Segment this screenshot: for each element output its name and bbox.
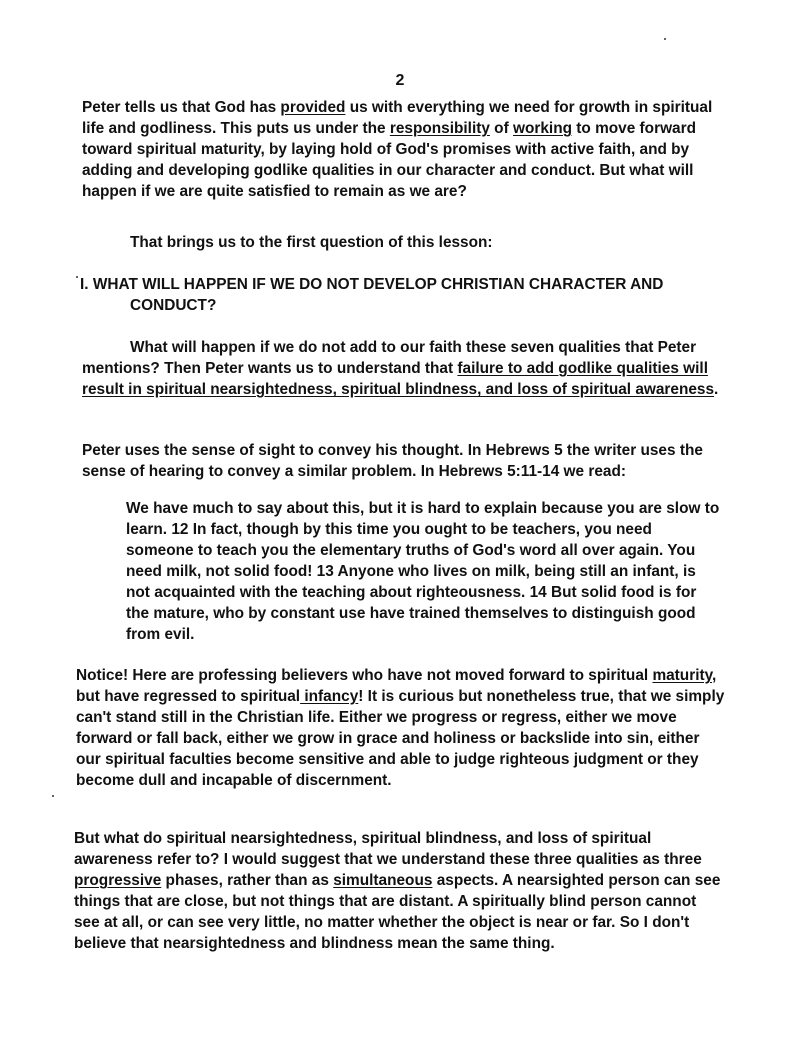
underlined-text: responsibility xyxy=(389,120,490,137)
paragraph-provision xyxy=(82,97,722,202)
underlined-text: maturity xyxy=(652,667,713,684)
text-run: But what do spiritual nearsightedness, spiritual blindness, and loss of spiritual awareness refer to? I would suggest that we understand these three qualities as three xyxy=(74,830,702,868)
text-run: Peter tells us that God has xyxy=(82,99,281,116)
scan-speck xyxy=(76,276,78,278)
text-run: ! It is curious but nonetheless true, that we simply can't stand still in the Christian life. Either we progress or regress, either we move forward or fall back, either we grow in grace and holiness or backslide into sin, either our spiritual faculties become sensitive and able to judge righteous judgment or they become dull and incapable of discernment. xyxy=(76,688,725,789)
text-run: of xyxy=(489,120,513,137)
text-run: us with everything we need for growth in spiritual life and godliness. This puts us under the xyxy=(82,99,713,137)
underlined-text: simultaneous xyxy=(333,872,433,889)
text-run: to move forward toward spiritual maturity, by laying hold of God's promises with active faith, and by adding and developing godlike qualities in our character and conduct. But what will happen if we are quite satisfied to remain as we are? xyxy=(82,120,696,200)
scan-speck xyxy=(664,38,666,40)
text-run: . xyxy=(714,381,719,398)
scripture-quote: We have much to say about this, but it is hard to explain because you are slow to learn. 12 In fact, though by this time you ought to be teachers, you need someone to teach you the elementary truths of God's word all over again. You need milk, not solid food! 13 Anyone who lives on milk, being still an infant, is not acquainted with the teaching about righteousness. 14 But solid food is for the mature, who by constant use have trained themselves to distinguish good from evil. xyxy=(126,500,720,643)
underlined-text: infancy xyxy=(300,688,359,705)
underlined-text: failure to add godlike qualities will result in spiritual nearsightedness, spiritual blindness, and loss of spiritual awareness xyxy=(82,360,715,398)
heading-line-2: CONDUCT? xyxy=(130,297,217,314)
text-run: phases, rather than as xyxy=(161,872,334,889)
paragraph-nearsightedness xyxy=(74,828,724,954)
paragraph-consequence xyxy=(82,337,722,400)
heading-line-1: I. WHAT WILL HAPPEN IF WE DO NOT DEVELOP CHRISTIAN CHARACTER AND xyxy=(80,276,664,293)
section-heading xyxy=(80,274,730,316)
text-run: Notice! Here are professing believers who have not moved forward to spiritual xyxy=(76,667,653,684)
text-run: What will happen if we do not add to our faith these seven qualities that Peter mentions? Then Peter wants us to understand that xyxy=(82,339,697,377)
paragraph-notice xyxy=(76,665,726,791)
paragraph-hebrews: Peter uses the sense of sight to convey his thought. In Hebrews 5 the writer uses the sense of hearing to convey a similar problem. In Hebrews 5:11-14 we read: xyxy=(82,442,703,480)
underlined-text: provided xyxy=(280,99,346,116)
text-run: , but have regressed to spiritual xyxy=(76,667,717,705)
page-number: 2 xyxy=(395,72,405,89)
scan-speck xyxy=(52,795,54,797)
text-run: aspects. A nearsighted person can see things that are close, but not things that are distant. A spiritually blind person cannot see at all, or can see very little, no matter whether the object is near or far. So I don't believe that nearsightedness and blindness mean the same thing. xyxy=(74,872,721,952)
underlined-text: progressive xyxy=(74,872,162,889)
paragraph-intro-question: That brings us to the first question of this lesson: xyxy=(130,234,493,251)
underlined-text: working xyxy=(513,120,572,137)
